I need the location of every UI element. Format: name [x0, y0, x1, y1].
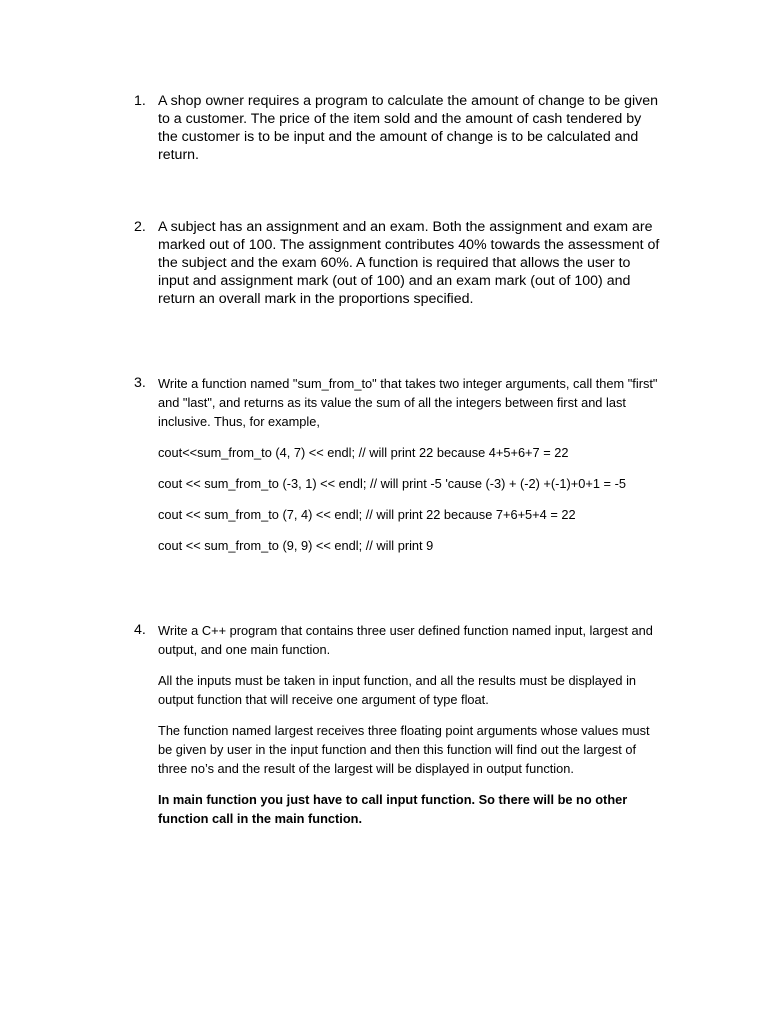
question-number: 1. [134, 93, 146, 109]
question-paragraph: Write a C++ program that contains three user defined function named input, largest and output, and one main function. [158, 623, 653, 657]
bold-note: In main function you just have to call input function. So there will be no other function call in the main function. [158, 792, 628, 826]
question-text: A shop owner requires a program to calculate the amount of change to be given to a customer. The price of the item sold and the amount of cash tendered by the customer is to be input and the amount of change is to be calculated and return. [158, 93, 659, 163]
question-number: 2. [134, 219, 146, 235]
question-4 [134, 621, 664, 828]
question-1 [134, 92, 664, 164]
code-example: cout << sum_from_to (-3, 1) << endl; // will print -5 'cause (-3) + (-2) +(-1)+0+1 = -5 [158, 476, 626, 491]
question-number: 4. [134, 622, 146, 638]
code-example: cout<<sum_from_to (4, 7) << endl; // will print 22 because 4+5+6+7 = 22 [158, 445, 569, 460]
question-number: 3. [134, 375, 146, 391]
code-example: cout << sum_from_to (7, 4) << endl; // will print 22 because 7+6+5+4 = 22 [158, 507, 576, 522]
question-intro: Write a function named "sum_from_to" that takes two integer arguments, call them "first" and "last", and returns as its value the sum of all the integers between first and last inclusive. Thus, for example, [158, 376, 658, 429]
question-2 [134, 218, 664, 308]
question-text: A subject has an assignment and an exam. Both the assignment and exam are marked out of 100. The assignment contributes 40% towards the assessment of the subject and the exam 60%. A function is required that allows the user to input and assignment mark (out of 100) and an exam mark (out of 100) and return an overall mark in the proportions specified. [158, 219, 660, 307]
question-3 [134, 374, 664, 555]
question-paragraph: All the inputs must be taken in input function, and all the results must be displayed in output function that will receive one argument of type float. [158, 673, 637, 707]
question-paragraph: The function named largest receives three floating point arguments whose values must be given by user in the input function and then this function will find out the largest of three no’s and the result of the largest will be displayed in output function. [158, 723, 650, 776]
code-example: cout << sum_from_to (9, 9) << endl; // will print 9 [158, 538, 434, 553]
